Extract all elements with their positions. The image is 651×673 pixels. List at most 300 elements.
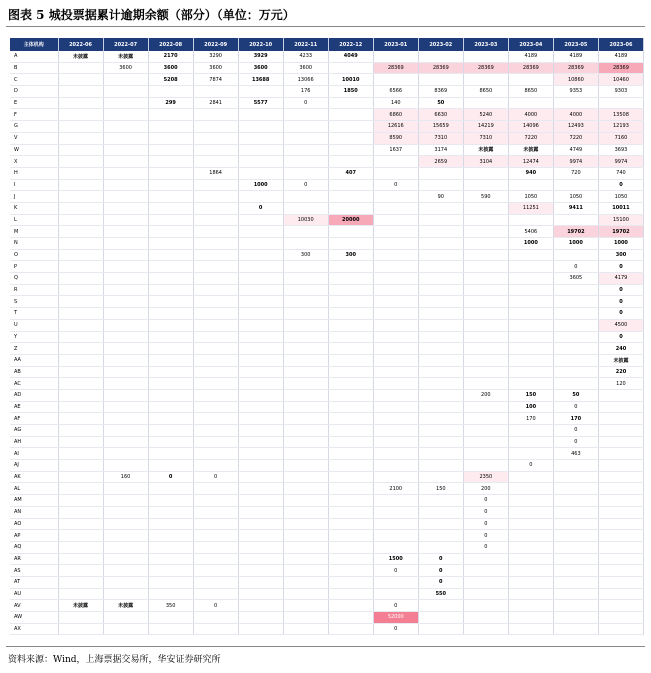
value-cell bbox=[283, 436, 328, 448]
value-cell: 3600 bbox=[193, 62, 238, 74]
value-cell bbox=[238, 366, 283, 378]
value-cell bbox=[148, 284, 193, 296]
value-cell bbox=[553, 495, 598, 507]
value-cell: 150 bbox=[508, 389, 553, 401]
value-cell: 8369 bbox=[418, 86, 463, 98]
value-cell bbox=[463, 284, 508, 296]
value-cell: 120 bbox=[598, 378, 643, 390]
value-cell bbox=[148, 623, 193, 635]
figure-title: 图表 5 城投票据累计逾期余额（部分）（单位：万元） bbox=[8, 8, 295, 22]
header-month: 2022-10 bbox=[238, 38, 283, 51]
value-cell: 5208 bbox=[148, 74, 193, 86]
table-row bbox=[10, 202, 644, 214]
value-cell bbox=[508, 296, 553, 308]
value-cell bbox=[328, 600, 373, 612]
value-cell: 200 bbox=[463, 389, 508, 401]
overdue-balance-table-container bbox=[10, 38, 644, 635]
value-cell bbox=[193, 296, 238, 308]
value-cell bbox=[193, 343, 238, 355]
value-cell bbox=[193, 226, 238, 238]
value-cell: 0 bbox=[598, 331, 643, 343]
value-cell: 0 bbox=[598, 261, 643, 273]
value-cell bbox=[418, 261, 463, 273]
value-cell bbox=[103, 460, 148, 472]
value-cell bbox=[373, 308, 418, 320]
value-cell: 9303 bbox=[598, 86, 643, 98]
value-cell: 590 bbox=[463, 191, 508, 203]
value-cell bbox=[418, 530, 463, 542]
value-cell bbox=[418, 389, 463, 401]
value-cell bbox=[238, 167, 283, 179]
value-cell bbox=[103, 284, 148, 296]
value-cell: 12616 bbox=[373, 121, 418, 133]
value-cell bbox=[193, 179, 238, 191]
value-cell: 3605 bbox=[553, 273, 598, 285]
value-cell bbox=[193, 389, 238, 401]
value-cell bbox=[58, 191, 103, 203]
value-cell bbox=[283, 612, 328, 624]
value-cell bbox=[598, 448, 643, 460]
value-cell: 50 bbox=[553, 389, 598, 401]
value-cell bbox=[193, 308, 238, 320]
value-cell: 2170 bbox=[148, 51, 193, 62]
value-cell: 200 bbox=[463, 483, 508, 495]
value-cell bbox=[103, 109, 148, 121]
value-cell bbox=[373, 530, 418, 542]
value-cell bbox=[283, 132, 328, 144]
value-cell bbox=[418, 600, 463, 612]
value-cell bbox=[283, 308, 328, 320]
table-row bbox=[10, 51, 644, 62]
value-cell bbox=[103, 518, 148, 530]
value-cell bbox=[193, 448, 238, 460]
value-cell bbox=[103, 191, 148, 203]
value-cell bbox=[283, 389, 328, 401]
value-cell bbox=[553, 354, 598, 366]
value-cell bbox=[238, 483, 283, 495]
value-cell bbox=[463, 249, 508, 261]
table-row bbox=[10, 483, 644, 495]
value-cell bbox=[58, 86, 103, 98]
table-row bbox=[10, 167, 644, 179]
value-cell bbox=[463, 167, 508, 179]
value-cell bbox=[418, 460, 463, 472]
value-cell bbox=[328, 576, 373, 588]
value-cell: 0 bbox=[283, 179, 328, 191]
value-cell: 14219 bbox=[463, 121, 508, 133]
value-cell bbox=[103, 214, 148, 226]
value-cell: 0 bbox=[463, 541, 508, 553]
value-cell bbox=[283, 623, 328, 635]
bottom-rule bbox=[6, 646, 645, 647]
value-cell bbox=[553, 214, 598, 226]
entity-label: AM bbox=[10, 495, 58, 507]
value-cell bbox=[148, 226, 193, 238]
value-cell bbox=[328, 425, 373, 437]
value-cell bbox=[328, 144, 373, 156]
value-cell bbox=[418, 354, 463, 366]
value-cell bbox=[508, 378, 553, 390]
value-cell bbox=[463, 226, 508, 238]
value-cell bbox=[283, 366, 328, 378]
header-month: 2023-01 bbox=[373, 38, 418, 51]
table-row bbox=[10, 495, 644, 507]
entity-label: U bbox=[10, 319, 58, 331]
value-cell: 10030 bbox=[283, 214, 328, 226]
value-cell bbox=[418, 343, 463, 355]
value-cell bbox=[463, 612, 508, 624]
value-cell bbox=[373, 249, 418, 261]
value-cell bbox=[148, 144, 193, 156]
value-cell bbox=[103, 179, 148, 191]
value-cell bbox=[193, 425, 238, 437]
value-cell bbox=[418, 179, 463, 191]
entity-label: AC bbox=[10, 378, 58, 390]
entity-label: T bbox=[10, 308, 58, 320]
value-cell: 4500 bbox=[598, 319, 643, 331]
value-cell bbox=[373, 343, 418, 355]
value-cell bbox=[58, 413, 103, 425]
value-cell bbox=[193, 623, 238, 635]
table-row bbox=[10, 460, 644, 472]
value-cell bbox=[193, 86, 238, 98]
value-cell bbox=[58, 354, 103, 366]
value-cell bbox=[508, 576, 553, 588]
value-cell bbox=[328, 331, 373, 343]
value-cell bbox=[463, 623, 508, 635]
value-cell bbox=[328, 530, 373, 542]
value-cell: 4000 bbox=[553, 109, 598, 121]
value-cell: 28369 bbox=[508, 62, 553, 74]
value-cell: 1864 bbox=[193, 167, 238, 179]
value-cell bbox=[373, 448, 418, 460]
value-cell bbox=[373, 74, 418, 86]
value-cell bbox=[58, 425, 103, 437]
value-cell bbox=[238, 319, 283, 331]
entity-label: V bbox=[10, 132, 58, 144]
table-row bbox=[10, 144, 644, 156]
value-cell bbox=[373, 506, 418, 518]
value-cell bbox=[418, 319, 463, 331]
value-cell bbox=[373, 331, 418, 343]
header-month: 2022-11 bbox=[283, 38, 328, 51]
value-cell bbox=[373, 495, 418, 507]
value-cell: 8650 bbox=[463, 86, 508, 98]
table-row bbox=[10, 74, 644, 86]
value-cell: 1000 bbox=[508, 238, 553, 250]
value-cell bbox=[328, 226, 373, 238]
entity-label: B bbox=[10, 62, 58, 74]
value-cell bbox=[103, 623, 148, 635]
value-cell bbox=[58, 226, 103, 238]
table-row bbox=[10, 389, 644, 401]
table-row bbox=[10, 331, 644, 343]
value-cell bbox=[328, 354, 373, 366]
entity-label: AK bbox=[10, 471, 58, 483]
value-cell: 15659 bbox=[418, 121, 463, 133]
value-cell bbox=[418, 518, 463, 530]
value-cell bbox=[508, 284, 553, 296]
entity-label: AL bbox=[10, 483, 58, 495]
value-cell bbox=[463, 296, 508, 308]
value-cell bbox=[463, 413, 508, 425]
value-cell: 5240 bbox=[463, 109, 508, 121]
value-cell: 0 bbox=[508, 460, 553, 472]
entity-label: AP bbox=[10, 530, 58, 542]
value-cell bbox=[238, 284, 283, 296]
value-cell: 6860 bbox=[373, 109, 418, 121]
value-cell bbox=[148, 448, 193, 460]
value-cell bbox=[58, 179, 103, 191]
value-cell: 8590 bbox=[373, 132, 418, 144]
value-cell: 160 bbox=[103, 471, 148, 483]
value-cell bbox=[328, 319, 373, 331]
table-row bbox=[10, 506, 644, 518]
value-cell: 0 bbox=[418, 565, 463, 577]
value-cell bbox=[598, 425, 643, 437]
value-cell bbox=[148, 460, 193, 472]
value-cell bbox=[418, 202, 463, 214]
value-cell bbox=[283, 378, 328, 390]
value-cell bbox=[238, 588, 283, 600]
value-cell bbox=[58, 576, 103, 588]
value-cell bbox=[238, 576, 283, 588]
value-cell bbox=[598, 460, 643, 472]
value-cell bbox=[508, 530, 553, 542]
value-cell bbox=[238, 401, 283, 413]
value-cell: 0 bbox=[373, 623, 418, 635]
value-cell bbox=[103, 506, 148, 518]
value-cell bbox=[508, 471, 553, 483]
value-cell bbox=[598, 97, 643, 109]
value-cell bbox=[508, 518, 553, 530]
value-cell: 4749 bbox=[553, 144, 598, 156]
entity-label: K bbox=[10, 202, 58, 214]
value-cell: 7220 bbox=[553, 132, 598, 144]
value-cell bbox=[508, 319, 553, 331]
value-cell bbox=[553, 518, 598, 530]
table-row bbox=[10, 553, 644, 565]
value-cell: 0 bbox=[283, 97, 328, 109]
table-row bbox=[10, 238, 644, 250]
value-cell: 300 bbox=[328, 249, 373, 261]
value-cell bbox=[103, 401, 148, 413]
value-cell bbox=[598, 401, 643, 413]
value-cell bbox=[463, 319, 508, 331]
value-cell: 1050 bbox=[553, 191, 598, 203]
value-cell bbox=[508, 308, 553, 320]
entity-label: C bbox=[10, 74, 58, 86]
value-cell bbox=[598, 600, 643, 612]
value-cell: 1637 bbox=[373, 144, 418, 156]
value-cell: 未披露 bbox=[58, 600, 103, 612]
value-cell bbox=[148, 378, 193, 390]
value-cell: 9974 bbox=[598, 156, 643, 168]
entity-label: AF bbox=[10, 413, 58, 425]
entity-label: W bbox=[10, 144, 58, 156]
value-cell bbox=[148, 530, 193, 542]
value-cell bbox=[463, 354, 508, 366]
value-cell bbox=[238, 389, 283, 401]
value-cell bbox=[103, 343, 148, 355]
value-cell bbox=[193, 436, 238, 448]
value-cell bbox=[598, 530, 643, 542]
value-cell bbox=[418, 273, 463, 285]
value-cell bbox=[328, 343, 373, 355]
value-cell bbox=[193, 401, 238, 413]
value-cell bbox=[103, 389, 148, 401]
value-cell bbox=[328, 401, 373, 413]
value-cell bbox=[238, 191, 283, 203]
value-cell bbox=[463, 401, 508, 413]
value-cell bbox=[328, 121, 373, 133]
value-cell bbox=[283, 448, 328, 460]
value-cell bbox=[463, 378, 508, 390]
value-cell: 9974 bbox=[553, 156, 598, 168]
value-cell bbox=[328, 460, 373, 472]
value-cell: 150 bbox=[418, 483, 463, 495]
value-cell bbox=[553, 460, 598, 472]
value-cell: 未披露 bbox=[508, 144, 553, 156]
value-cell: 1000 bbox=[598, 238, 643, 250]
table-row bbox=[10, 214, 644, 226]
table-row bbox=[10, 471, 644, 483]
value-cell bbox=[328, 541, 373, 553]
table-row bbox=[10, 296, 644, 308]
value-cell bbox=[283, 156, 328, 168]
value-cell: 1850 bbox=[328, 86, 373, 98]
value-cell bbox=[148, 191, 193, 203]
value-cell bbox=[553, 97, 598, 109]
value-cell bbox=[148, 413, 193, 425]
value-cell bbox=[103, 588, 148, 600]
header-month: 2022-12 bbox=[328, 38, 373, 51]
value-cell bbox=[238, 249, 283, 261]
value-cell: 10010 bbox=[328, 74, 373, 86]
value-cell bbox=[58, 109, 103, 121]
value-cell bbox=[103, 448, 148, 460]
value-cell bbox=[58, 623, 103, 635]
table-row bbox=[10, 319, 644, 331]
value-cell bbox=[103, 483, 148, 495]
value-cell bbox=[373, 401, 418, 413]
value-cell bbox=[508, 541, 553, 553]
value-cell: 240 bbox=[598, 343, 643, 355]
value-cell bbox=[148, 495, 193, 507]
value-cell bbox=[103, 202, 148, 214]
value-cell bbox=[328, 448, 373, 460]
value-cell bbox=[238, 623, 283, 635]
value-cell bbox=[238, 86, 283, 98]
value-cell bbox=[463, 436, 508, 448]
table-row bbox=[10, 308, 644, 320]
value-cell: 9353 bbox=[553, 86, 598, 98]
value-cell bbox=[193, 495, 238, 507]
value-cell: 20000 bbox=[328, 214, 373, 226]
value-cell bbox=[463, 331, 508, 343]
value-cell bbox=[148, 483, 193, 495]
value-cell: 7160 bbox=[598, 132, 643, 144]
value-cell bbox=[418, 495, 463, 507]
value-cell: 14096 bbox=[508, 121, 553, 133]
value-cell bbox=[193, 483, 238, 495]
value-cell bbox=[148, 296, 193, 308]
value-cell bbox=[418, 448, 463, 460]
value-cell bbox=[508, 436, 553, 448]
value-cell bbox=[148, 425, 193, 437]
value-cell bbox=[328, 273, 373, 285]
value-cell: 3104 bbox=[463, 156, 508, 168]
value-cell: 1000 bbox=[553, 238, 598, 250]
header-month: 2022-06 bbox=[58, 38, 103, 51]
value-cell bbox=[418, 226, 463, 238]
table-row bbox=[10, 191, 644, 203]
table-row bbox=[10, 354, 644, 366]
value-cell bbox=[418, 401, 463, 413]
value-cell bbox=[418, 167, 463, 179]
table-row bbox=[10, 284, 644, 296]
value-cell bbox=[148, 436, 193, 448]
value-cell bbox=[598, 623, 643, 635]
value-cell bbox=[328, 284, 373, 296]
value-cell bbox=[238, 413, 283, 425]
value-cell bbox=[598, 565, 643, 577]
value-cell: 2659 bbox=[418, 156, 463, 168]
value-cell bbox=[58, 167, 103, 179]
value-cell bbox=[373, 191, 418, 203]
value-cell: 3600 bbox=[103, 62, 148, 74]
value-cell bbox=[193, 331, 238, 343]
value-cell: 8650 bbox=[508, 86, 553, 98]
value-cell bbox=[283, 506, 328, 518]
value-cell: 未披露 bbox=[103, 51, 148, 62]
value-cell bbox=[58, 261, 103, 273]
entity-label: Y bbox=[10, 331, 58, 343]
value-cell: 12474 bbox=[508, 156, 553, 168]
value-cell bbox=[463, 460, 508, 472]
value-cell bbox=[58, 97, 103, 109]
value-cell bbox=[508, 495, 553, 507]
value-cell bbox=[148, 576, 193, 588]
value-cell bbox=[508, 331, 553, 343]
value-cell bbox=[598, 436, 643, 448]
value-cell bbox=[148, 109, 193, 121]
table-row bbox=[10, 541, 644, 553]
value-cell bbox=[238, 121, 283, 133]
table-row bbox=[10, 612, 644, 624]
value-cell bbox=[148, 273, 193, 285]
table-row bbox=[10, 565, 644, 577]
value-cell bbox=[58, 436, 103, 448]
value-cell bbox=[373, 541, 418, 553]
value-cell bbox=[328, 132, 373, 144]
table-row bbox=[10, 588, 644, 600]
value-cell bbox=[148, 343, 193, 355]
value-cell bbox=[328, 202, 373, 214]
value-cell bbox=[58, 249, 103, 261]
value-cell: 13066 bbox=[283, 74, 328, 86]
value-cell bbox=[148, 612, 193, 624]
value-cell bbox=[148, 331, 193, 343]
value-cell bbox=[58, 541, 103, 553]
value-cell bbox=[598, 471, 643, 483]
table-row bbox=[10, 413, 644, 425]
value-cell bbox=[328, 109, 373, 121]
value-cell bbox=[238, 273, 283, 285]
table-row bbox=[10, 576, 644, 588]
value-cell bbox=[283, 238, 328, 250]
value-cell bbox=[328, 97, 373, 109]
